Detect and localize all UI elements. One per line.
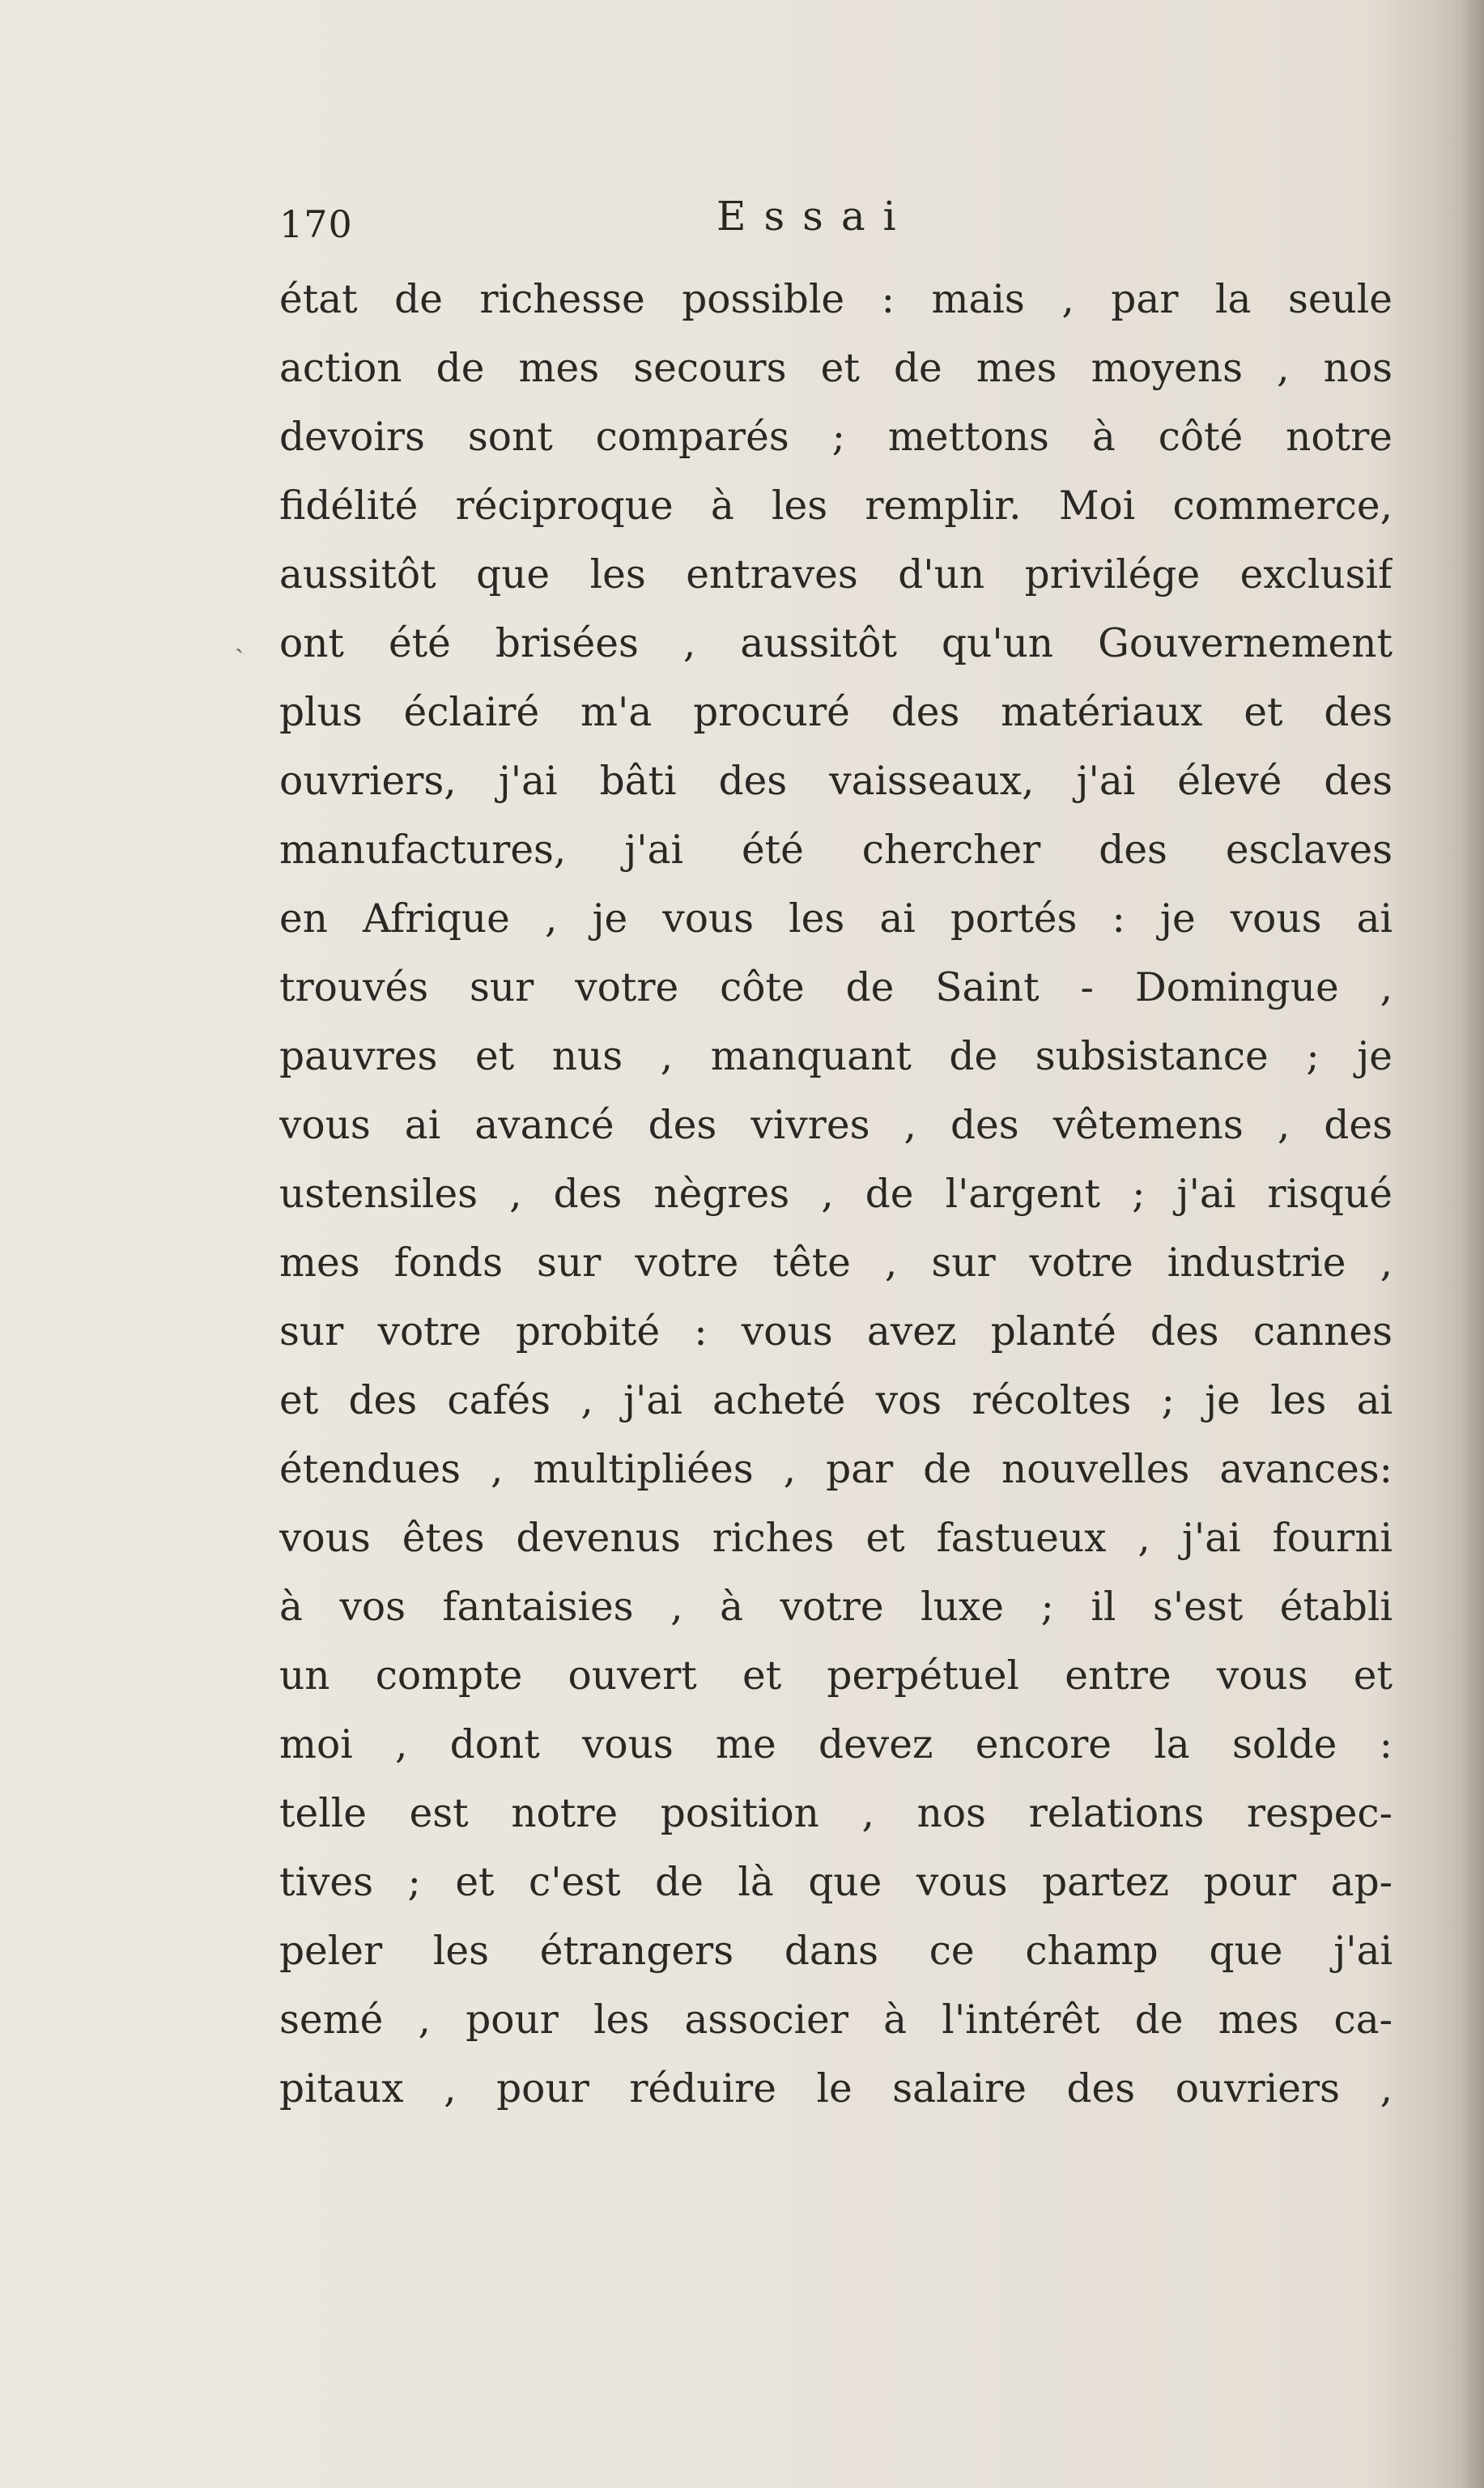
page-number: 170 xyxy=(279,202,353,246)
text-line: ont été brisées , aussitôt qu'un Gouvernement xyxy=(279,621,1393,666)
text-line: semé , pour les associer à l'intérêt de mes ca- xyxy=(279,1997,1393,2043)
margin-mark: ˎ xyxy=(235,622,244,654)
text-line: manufactures, j'ai été chercher des esclaves xyxy=(279,827,1393,873)
text-line: moi , dont vous me devez encore la solde : xyxy=(279,1722,1393,1767)
text-line: pauvres et nus , manquant de subsistance ; je xyxy=(279,1034,1393,1079)
text-line: tives ; et c'est de là que vous partez pour ap- xyxy=(279,1860,1393,1905)
text-line: vous ai avancé des vivres , des vêtemens , des xyxy=(279,1103,1393,1148)
text-line: à vos fantaisies , à votre luxe ; il s'est établi xyxy=(279,1584,1393,1630)
running-head xyxy=(279,193,1393,257)
body-text xyxy=(279,266,1393,2124)
running-title: Essai xyxy=(716,193,914,240)
text-line: ouvriers, j'ai bâti des vaisseaux, j'ai élevé des xyxy=(279,759,1393,804)
text-line: mes fonds sur votre tête , sur votre industrie , xyxy=(279,1240,1393,1286)
text-line: et des cafés , j'ai acheté vos récoltes ; je les ai xyxy=(279,1378,1393,1423)
text-line: action de mes secours et de mes moyens , nos xyxy=(279,346,1393,391)
text-line: aussitôt que les entraves d'un privilége exclusif xyxy=(279,552,1393,598)
text-line: pitaux , pour réduire le salaire des ouvriers , xyxy=(279,2066,1393,2112)
text-line: fidélité réciproque à les remplir. Moi commerce, xyxy=(279,483,1393,529)
text-line: état de richesse possible : mais , par la seule xyxy=(279,277,1393,322)
text-line: devoirs sont comparés ; mettons à côté notre xyxy=(279,415,1393,460)
text-line: telle est notre position , nos relations respec- xyxy=(279,1791,1393,1836)
text-line: sur votre probité : vous avez planté des cannes xyxy=(279,1309,1393,1355)
text-line: peler les étrangers dans ce champ que j'ai xyxy=(279,1929,1393,1974)
text-line: trouvés sur votre côte de Saint - Domingue , xyxy=(279,965,1393,1010)
text-line: ustensiles , des nègres , de l'argent ; j'ai risqué xyxy=(279,1172,1393,1217)
text-line: vous êtes devenus riches et fastueux , j'ai fourni xyxy=(279,1516,1393,1561)
text-line: un compte ouvert et perpétuel entre vous et xyxy=(279,1653,1393,1699)
text-line: étendues , multipliées , par de nouvelles avances: xyxy=(279,1447,1393,1492)
text-line: en Afrique , je vous les ai portés : je vous ai xyxy=(279,896,1393,942)
text-line: plus éclairé m'a procuré des matériaux et des xyxy=(279,690,1393,735)
